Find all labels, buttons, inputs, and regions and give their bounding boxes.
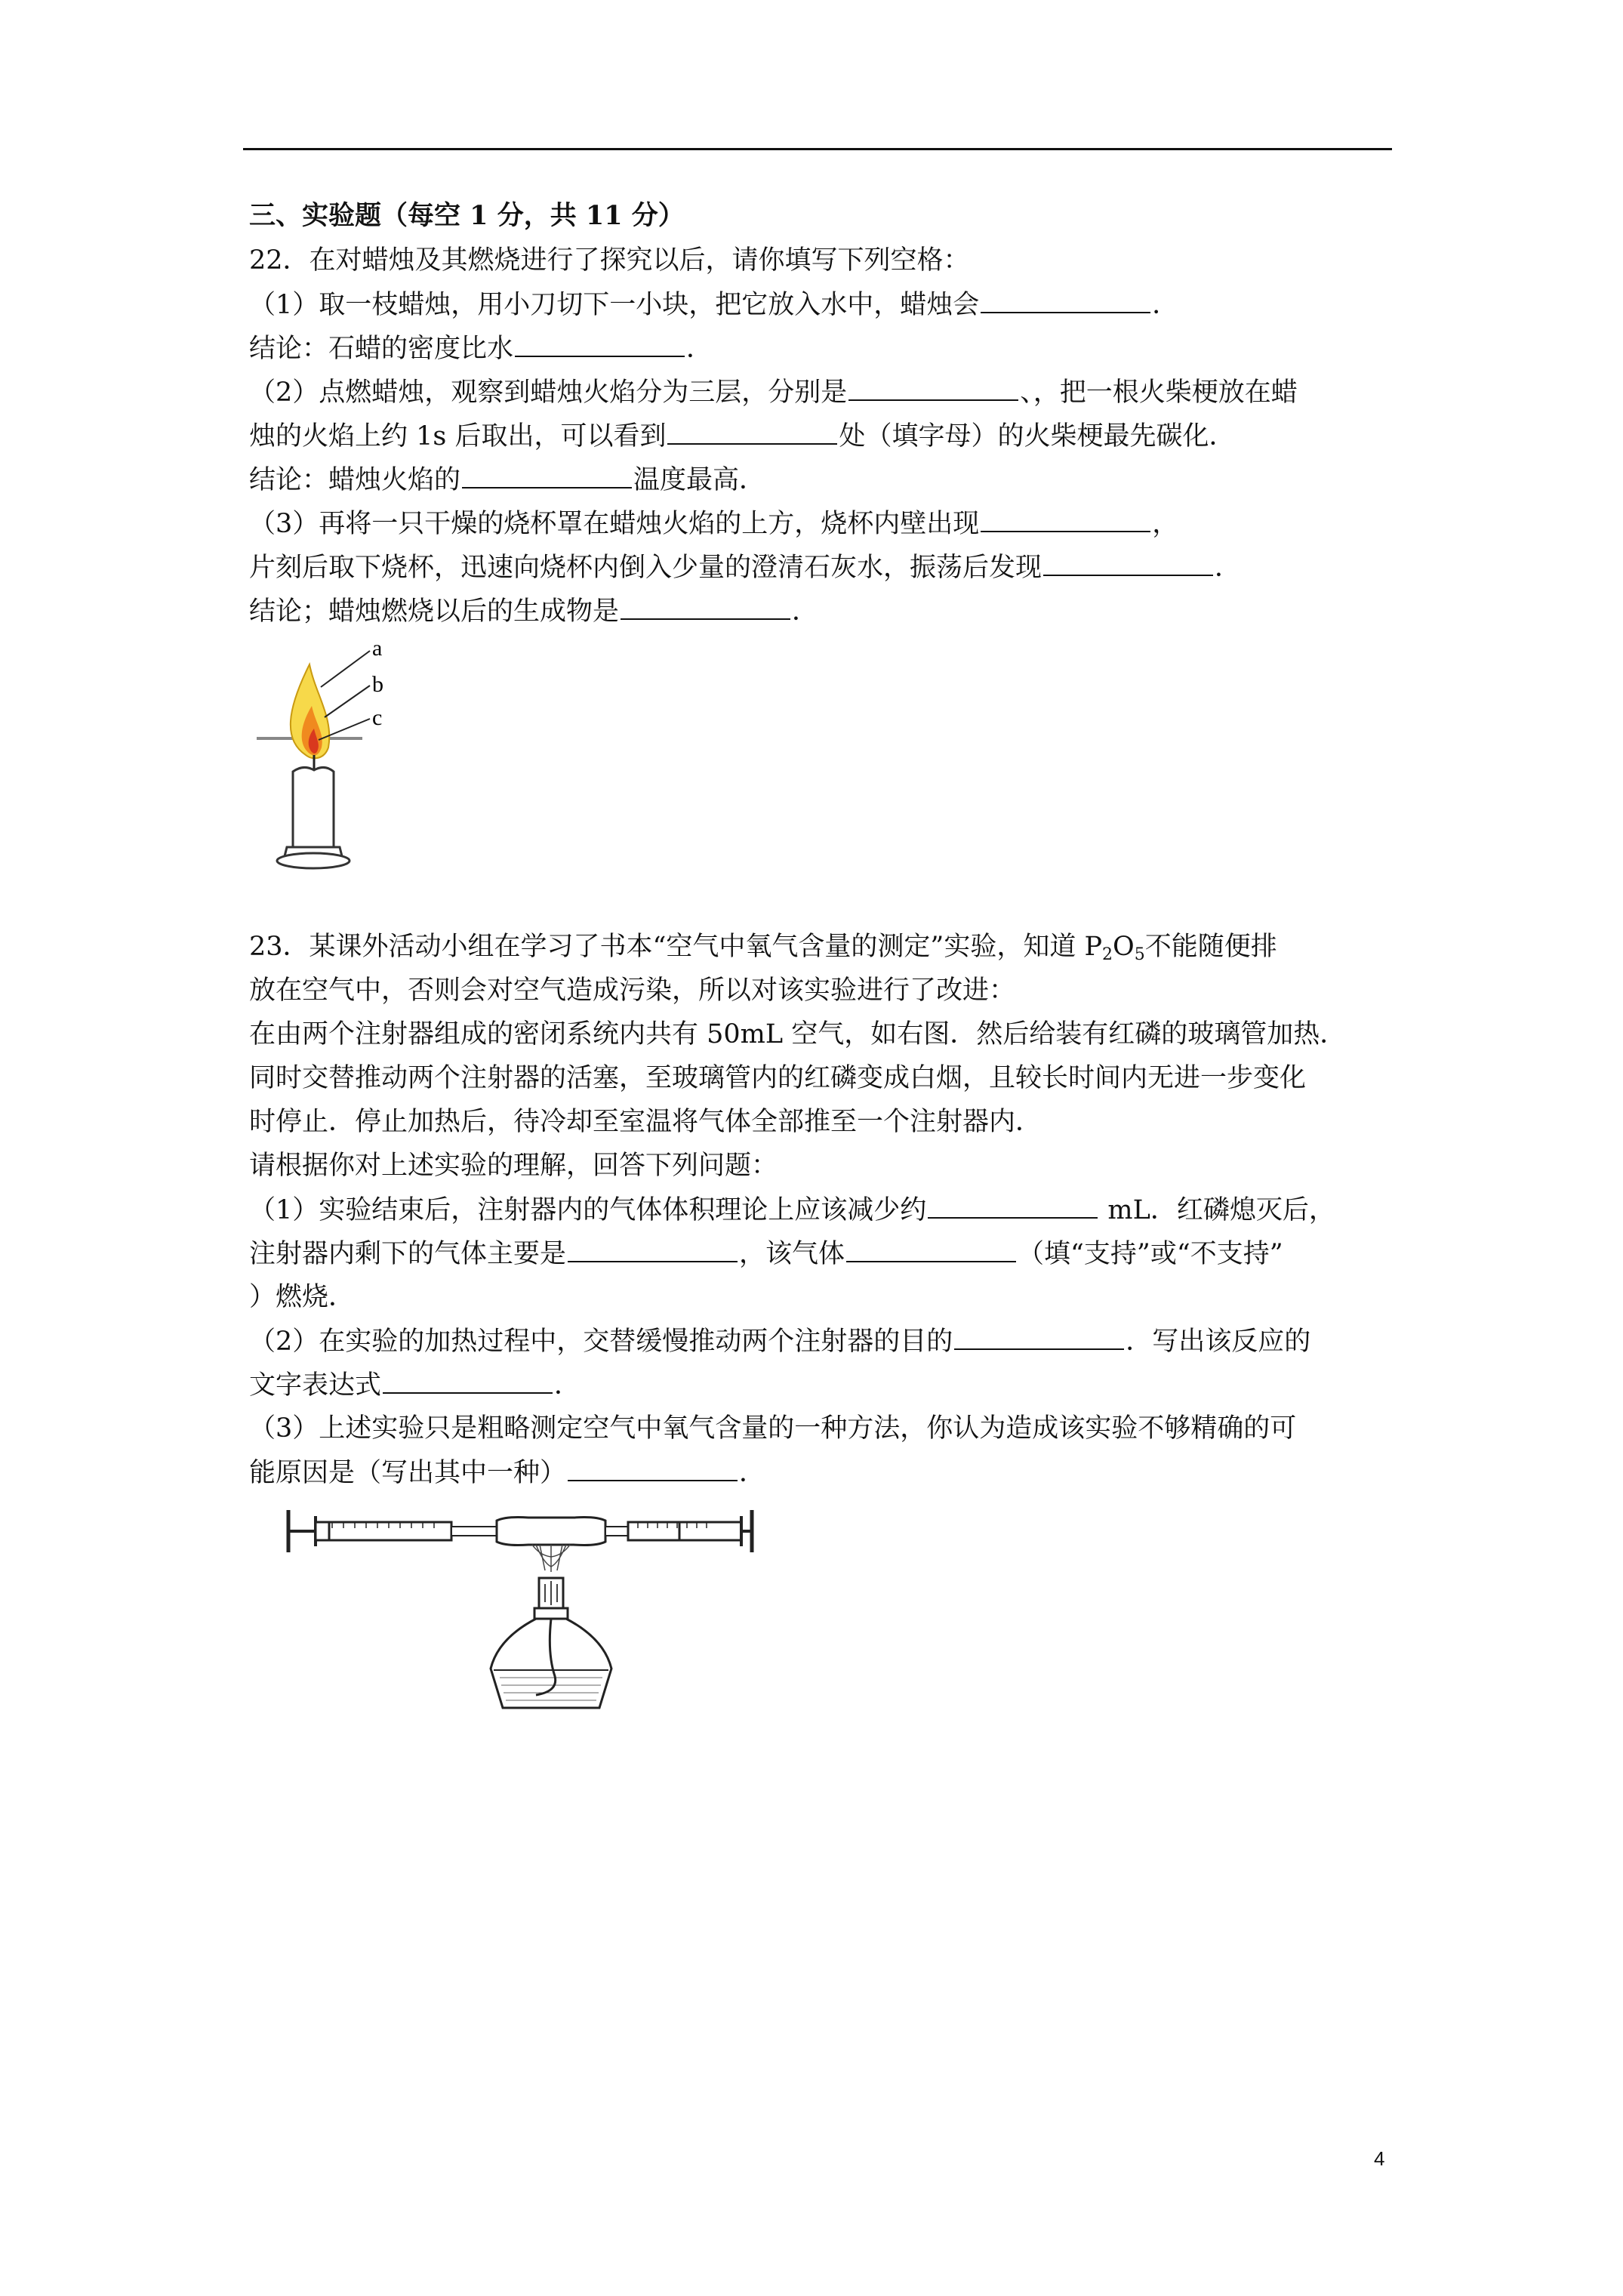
- answer-blank[interactable]: [846, 1238, 1016, 1262]
- right-connector: [605, 1527, 628, 1536]
- q22-conclusion3: 结论；蜡烛燃烧以后的生成物是 ．: [249, 596, 819, 627]
- q23-part1c: ）燃烧．: [249, 1282, 356, 1312]
- q23-part3a: （3）上述实验只是粗略测定空气中氧气含量的一种方法，你认为造成该实验不够精确的可: [249, 1413, 1297, 1444]
- section-title: 三、实验题（每空 1 分，共 11 分）: [249, 200, 685, 231]
- q23-line5: 时停止．停止加热后，待冷却至室温将气体全部推至一个注射器内．: [249, 1107, 1042, 1137]
- q23-part2a: （2）在实验的加热过程中，交替缓慢推动两个注射器的目的 ．写出该反应的: [249, 1327, 1311, 1357]
- lamp-cap: [534, 1608, 568, 1619]
- answer-blank[interactable]: [621, 596, 790, 620]
- pointer-a: [321, 651, 370, 687]
- q22-conclusion2: 结论：蜡烛火焰的 温度最高．: [249, 465, 766, 495]
- q22-part1: （1）取一枝蜡烛，用小刀切下一小块，把它放入水中，蜡烛会 ．: [249, 290, 1179, 320]
- q23-part1b: 注射器内剩下的气体主要是 ，该气体 （填“支持”或“不支持”: [249, 1239, 1283, 1269]
- red-phosphorus: [532, 1545, 570, 1572]
- header-rule: [243, 148, 1392, 150]
- answer-blank[interactable]: [981, 289, 1150, 313]
- answer-blank[interactable]: [568, 1238, 738, 1262]
- label-c: c: [372, 705, 383, 730]
- answer-blank[interactable]: [462, 464, 632, 488]
- glass-tube: [497, 1518, 605, 1546]
- q23-part2b: 文字表达式 ．: [249, 1370, 581, 1401]
- page-number: 4: [1374, 2147, 1385, 2170]
- q22-part2a: （2）点燃蜡烛，观察到蜡烛火焰分为三层，分别是 、，把一根火柴梗放在蜡: [249, 378, 1298, 408]
- answer-blank[interactable]: [954, 1326, 1124, 1350]
- candle-flame-figure: [249, 634, 423, 876]
- left-syringe-barrel: [316, 1522, 451, 1540]
- q23-line4: 同时交替推动两个注射器的活塞，至玻璃管内的红磷变成白烟，且较长时间内无进一步变化: [249, 1063, 1307, 1093]
- label-b: b: [372, 672, 383, 697]
- answer-blank[interactable]: [928, 1194, 1098, 1219]
- q23-line2: 放在空气中，否则会对空气造成污染，所以对该实验进行了改进：: [249, 975, 1016, 1006]
- right-syringe-barrel: [628, 1522, 741, 1540]
- candle-body: [293, 767, 334, 847]
- answer-blank[interactable]: [568, 1457, 738, 1481]
- q22-part2b: 烛的火焰上约 1s 后取出，可以看到 处（填字母）的火柴梗最先碳化．: [249, 421, 1236, 451]
- q23-line6: 请根据你对上述实验的理解，回答下列问题：: [249, 1151, 778, 1181]
- pointer-b: [325, 686, 370, 717]
- answer-blank[interactable]: [667, 421, 837, 445]
- label-a: a: [372, 636, 383, 661]
- answer-blank[interactable]: [383, 1370, 553, 1394]
- q23-line1: 23．某课外活动小组在学习了书本“空气中氧气含量的测定”实验，知道 $P_2O_5$不能随便排: [249, 932, 1277, 964]
- answer-blank[interactable]: [1043, 552, 1213, 576]
- q22-part3a: （3）再将一只干燥的烧杯罩在蜡烛火焰的上方，烧杯内壁出现 ，: [249, 509, 1179, 539]
- answer-blank[interactable]: [515, 333, 685, 357]
- q23-part3b: 能原因是（写出其中一种） ．: [249, 1458, 766, 1488]
- answer-blank[interactable]: [981, 508, 1150, 532]
- q22-part3b: 片刻后取下烧杯，迅速向烧杯内倒入少量的澄清石灰水，振荡后发现 ．: [249, 553, 1242, 583]
- q22-stem: 22．在对蜡烛及其燃烧进行了探究以后，请你填写下列空格：: [249, 245, 970, 276]
- syringe-apparatus-figure: [279, 1502, 762, 1721]
- holder-base: [277, 853, 350, 868]
- answer-blank[interactable]: [848, 377, 1018, 401]
- q22-conclusion1: 结论：石蜡的密度比水 ．: [249, 334, 713, 364]
- q23-part1a: （1）实验结束后，注射器内的气体体积理论上应该减少约 mL．红磷熄灭后，: [249, 1195, 1335, 1225]
- q23-line3: 在由两个注射器组成的密闭系统内共有 50mL 空气，如右图．然后给装有红磷的玻璃管加热．: [249, 1019, 1347, 1049]
- left-connector: [451, 1527, 497, 1536]
